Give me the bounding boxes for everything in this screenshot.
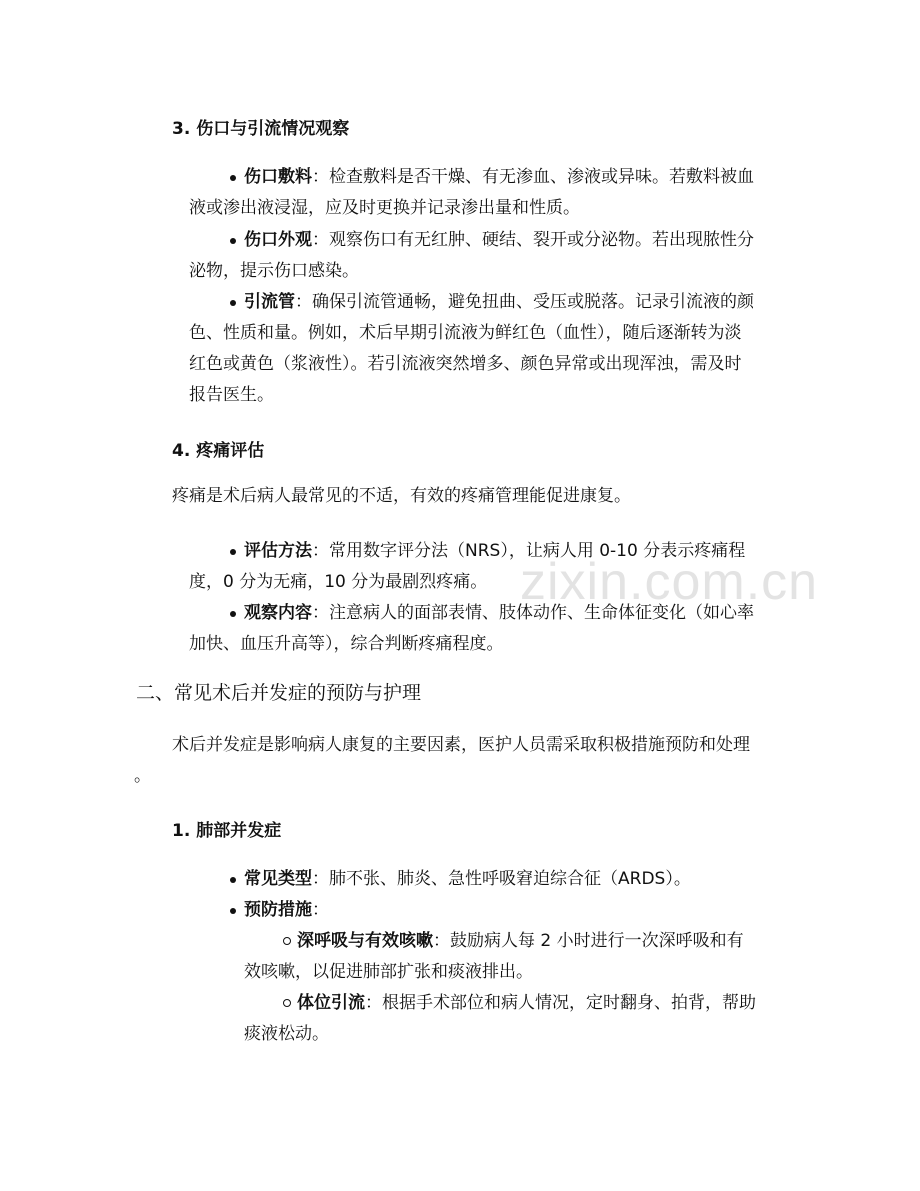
chapter-intro-continuation: 。 bbox=[134, 766, 151, 786]
bullet-icon bbox=[230, 175, 236, 181]
sub-list-item-continuation: 痰液松动。 bbox=[244, 1024, 329, 1044]
sub-list-item-continuation: 效咳嗽，以促进肺部扩张和痰液排出。 bbox=[244, 962, 533, 982]
bullet-icon bbox=[230, 549, 236, 555]
circle-bullet-icon bbox=[283, 999, 291, 1007]
bullet-icon bbox=[230, 611, 236, 617]
item-separator: ： bbox=[312, 603, 329, 623]
section-intro: 疼痛是术后病人最常见的不适，有效的疼痛管理能促进康复。 bbox=[172, 486, 631, 506]
item-separator: ： bbox=[312, 230, 329, 250]
list-item-continuation: 泌物，提示伤口感染。 bbox=[189, 261, 359, 281]
item-text: 观察伤口有无红肿、硬结、裂开或分泌物。若出现脓性分 bbox=[329, 230, 754, 250]
item-term: 伤口敷料 bbox=[244, 167, 312, 187]
bullet-icon bbox=[230, 300, 236, 306]
item-term: 预防措施 bbox=[244, 900, 312, 920]
list-item-continuation: 加快、血压升高等），综合判断疼痛程度。 bbox=[189, 634, 504, 654]
list-item bbox=[244, 598, 789, 629]
bullet-icon bbox=[230, 908, 236, 914]
item-text: 确保引流管通畅，避免扭曲、受压或脱落。记录引流液的颜 bbox=[312, 292, 754, 312]
item-separator: ： bbox=[433, 931, 450, 951]
circle-bullet-icon bbox=[283, 937, 291, 945]
list-item-continuation: 度，0 分为无痛，10 分为最剧烈疼痛。 bbox=[189, 572, 488, 592]
list-item bbox=[244, 536, 789, 567]
item-separator: ： bbox=[312, 541, 329, 561]
item-term: 伤口外观 bbox=[244, 230, 312, 250]
list-item bbox=[244, 864, 789, 895]
item-term: 评估方法 bbox=[244, 541, 312, 561]
list-item bbox=[244, 287, 789, 318]
watermark-text: zixin.com.cn bbox=[520, 553, 819, 611]
item-separator: ： bbox=[312, 900, 329, 920]
item-separator: ： bbox=[295, 292, 312, 312]
bullet-icon bbox=[230, 877, 236, 883]
subsection-heading-pulmonary: 1. 肺部并发症 bbox=[172, 821, 282, 841]
item-text: 根据手术部位和病人情况，定时翻身、拍背，帮助 bbox=[382, 993, 756, 1013]
item-term: 体位引流 bbox=[297, 993, 365, 1013]
item-text: 注意病人的面部表情、肢体动作、生命体征变化（如心率 bbox=[329, 603, 754, 623]
list-item bbox=[244, 162, 789, 193]
item-term: 观察内容 bbox=[244, 603, 312, 623]
list-item bbox=[244, 895, 804, 926]
item-text: 常用数字评分法（NRS），让病人用 0-10 分表示疼痛程 bbox=[329, 541, 746, 561]
item-separator: ： bbox=[312, 167, 329, 187]
item-text: 检查敷料是否干燥、有无渗血、渗液或异味。若敷料被血 bbox=[329, 167, 754, 187]
list-item bbox=[244, 225, 789, 256]
list-item-continuation: 红色或黄色（浆液性）。若引流液突然增多、颜色异常或出现浑浊，需及时 bbox=[189, 354, 742, 374]
chapter-intro: 术后并发症是影响病人康复的主要因素，医护人员需采取积极措施预防和处理 bbox=[172, 735, 750, 755]
section-heading-pain-assessment: 4. 疼痛评估 bbox=[172, 441, 265, 461]
item-term: 常见类型 bbox=[244, 869, 312, 889]
item-text: 鼓励病人每 2 小时进行一次深呼吸和有 bbox=[450, 931, 744, 951]
item-separator: ： bbox=[312, 869, 329, 889]
list-item-continuation: 色、性质和量。例如，术后早期引流液为鲜红色（血性），随后逐渐转为淡 bbox=[189, 323, 742, 343]
item-term: 深呼吸与有效咳嗽 bbox=[297, 931, 433, 951]
list-item-continuation: 报告医生。 bbox=[189, 385, 274, 405]
item-text: 肺不张、肺炎、急性呼吸窘迫综合征（ARDS）。 bbox=[329, 869, 691, 889]
sub-list-item bbox=[297, 926, 789, 957]
item-term: 引流管 bbox=[244, 292, 295, 312]
item-separator: ： bbox=[365, 993, 382, 1013]
sub-list-item bbox=[297, 988, 789, 1019]
chapter-heading: 二、常见术后并发症的预防与护理 bbox=[136, 682, 422, 704]
section-heading-wound-drainage: 3. 伤口与引流情况观察 bbox=[172, 119, 350, 139]
bullet-icon bbox=[230, 238, 236, 244]
list-item-continuation: 液或渗出液浸湿，应及时更换并记录渗出量和性质。 bbox=[189, 198, 580, 218]
